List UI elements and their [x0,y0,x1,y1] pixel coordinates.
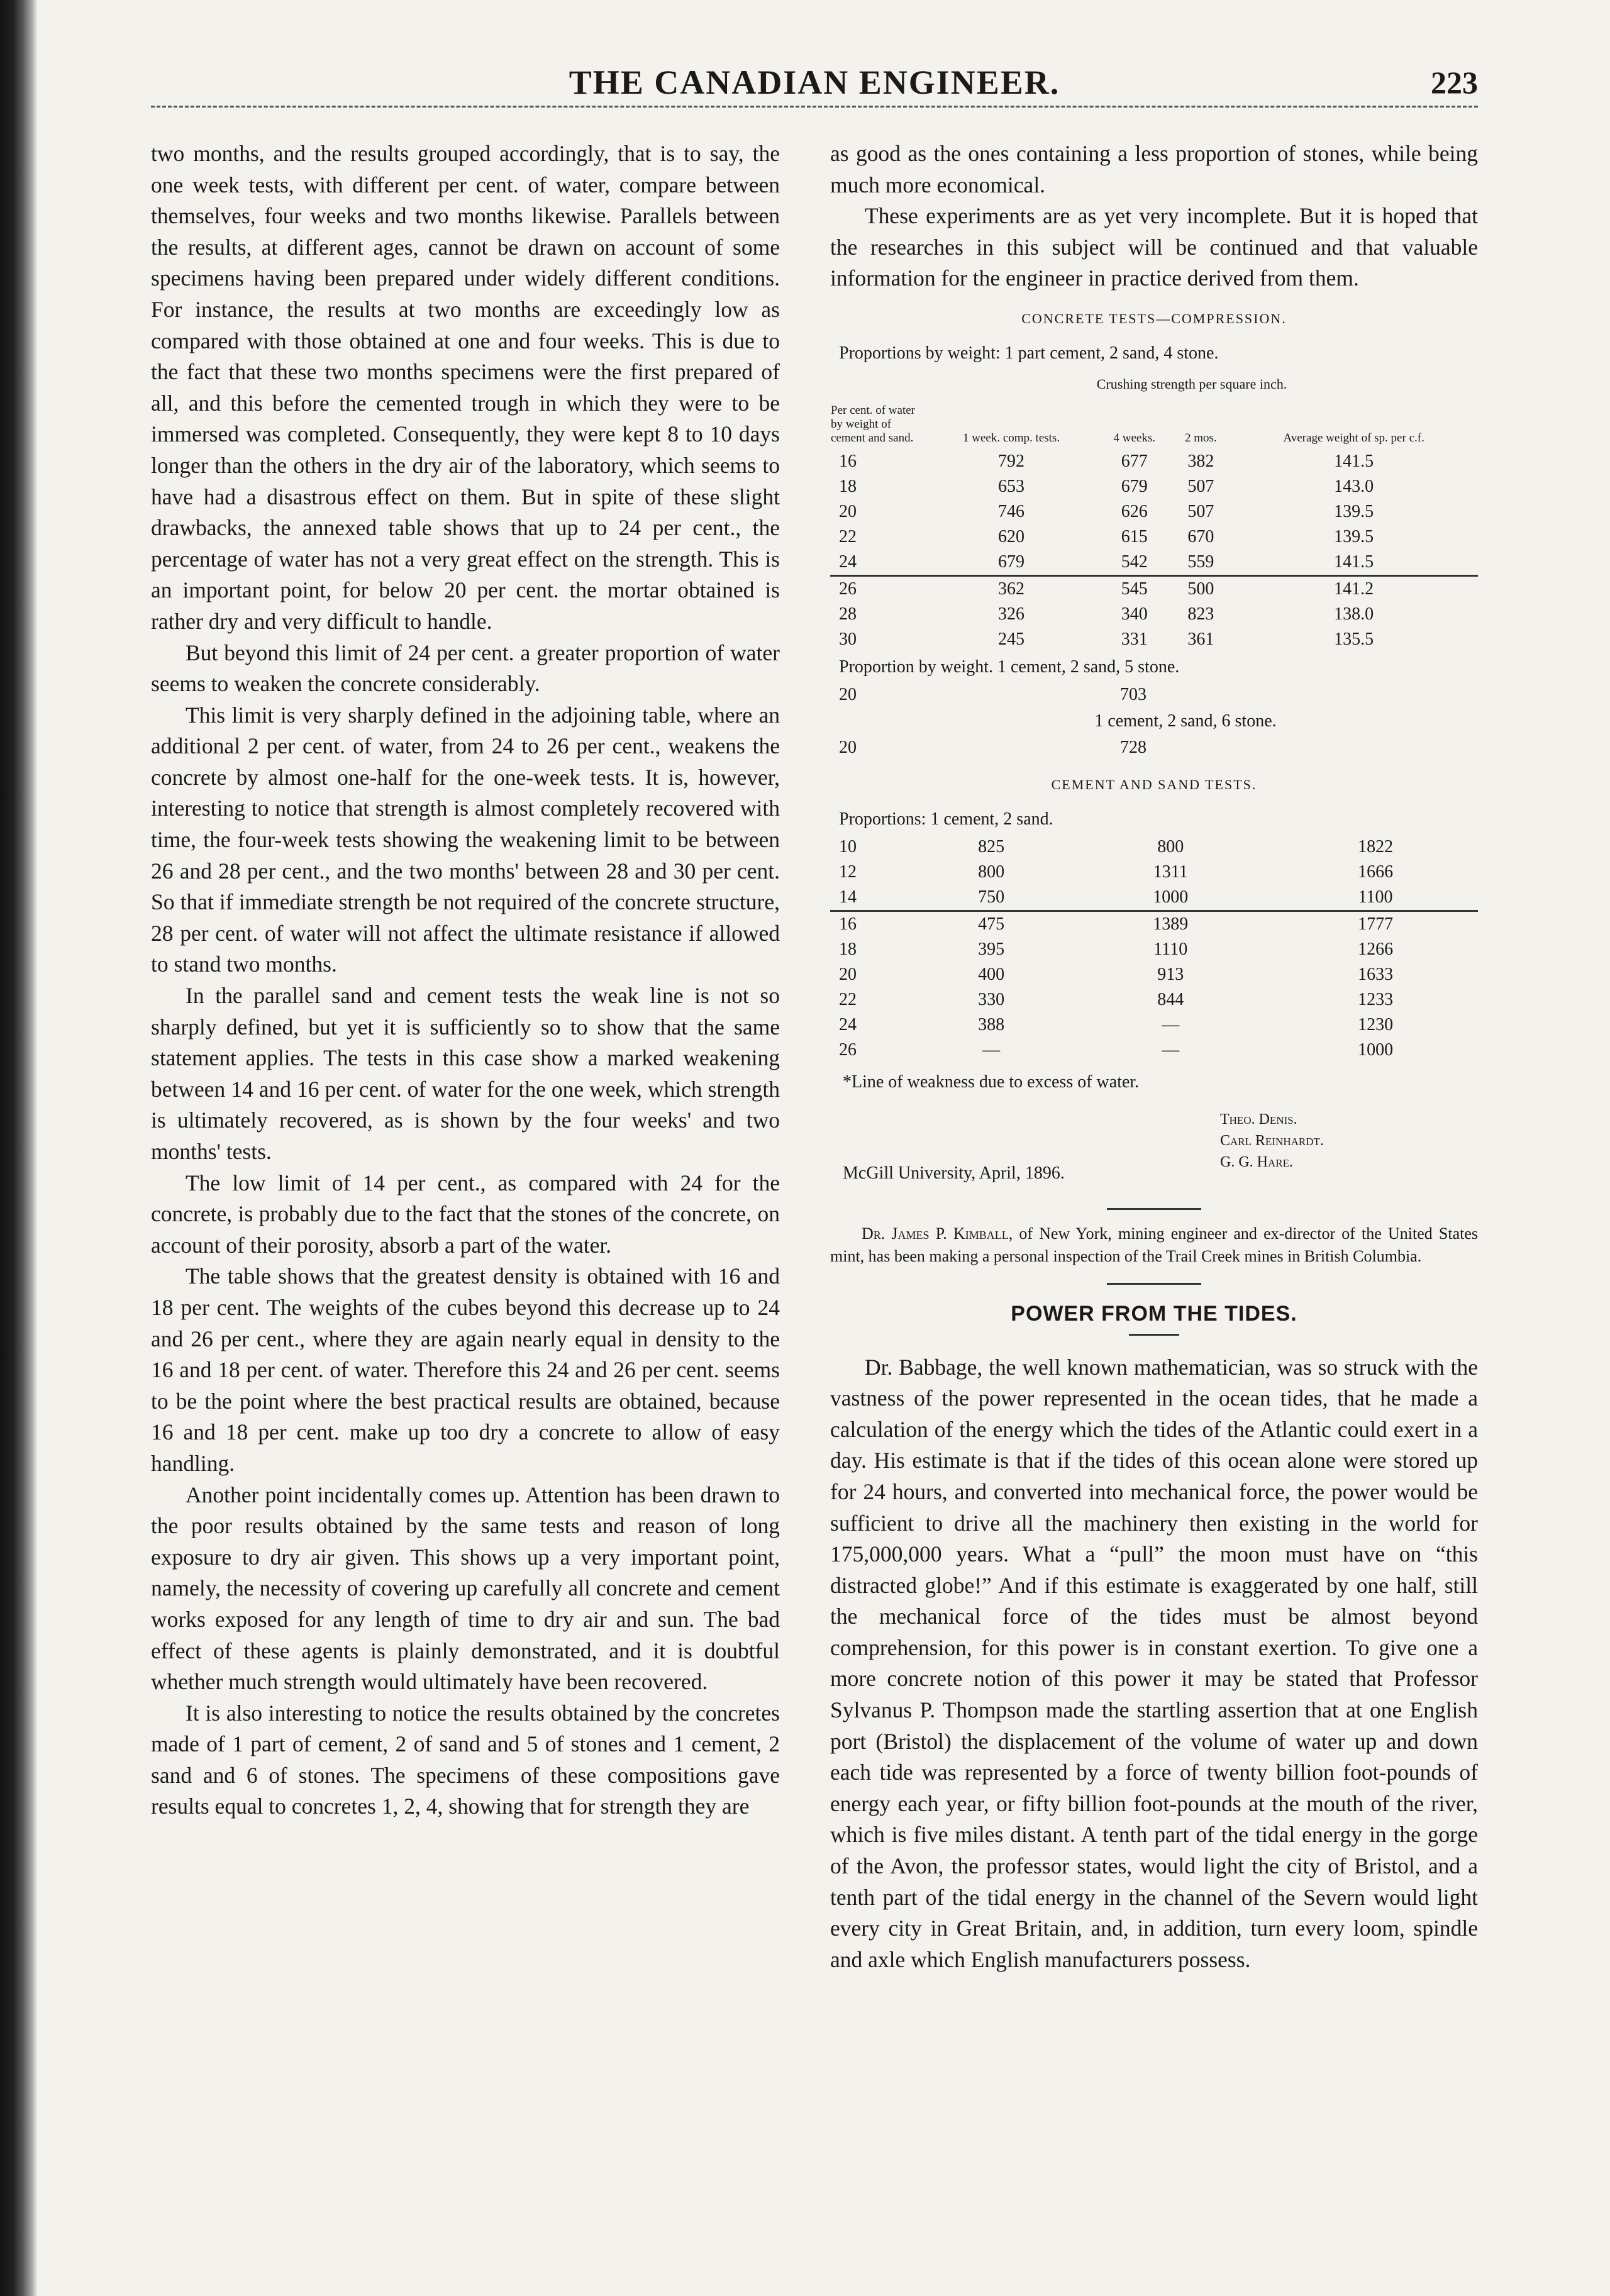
cement-sand-table [830,835,1478,1063]
cell: 728 [1120,738,1146,758]
paragraph: Another point incidentally comes up. Attention has been drawn to the poor results obtained by the same tests and reason of long exposure to dry air given. This shows up a very important point, namely, the necessity of covering up carefully all concrete and cement works exposed for any length of time to dry air and sun. The bad effect of these agents is plainly demonstrated, and it is doubtful whether much strength would ultimately have been recovered. [151,1482,780,1695]
cell: 792 [998,452,1025,472]
cell: 20 [839,502,857,522]
cell: 1633 [1358,964,1394,984]
section-divider [1107,1283,1201,1285]
cell: 1000 [1358,1040,1394,1060]
table-row [830,911,1478,937]
cell: 382 [1187,452,1214,472]
article-title: POWER FROM THE TIDES. [1011,1301,1297,1326]
paragraph: Dr. Babbage, the well known mathematician, was so struck with the vastness of the power represented in the ocean tides, that he made a calculation of the energy which the tides of the Atlantic could exert in a day. His estimate is that if the tides of this ocean alone were stored up for 24 hours, and converted into mechanical force, the power would be sufficient to drive all the machinery then existing in the world for 175,000,000 years. What a “pull” the moon must have on “this distracted globe!” And if this estimate is exaggerated by one half, still the mechanical force of the tides must be almost beyond comprehension, for this power is in constant exertion. To give one a more concrete notion of this power it may be stated that Professor Sylvanus P. Thompson made the startling assertion that at one English port (Bristol) the displacement of the volume of water up and down each tide was represented by a force of twenty billion foot-pounds of energy each year, or fifty billion foot-pounds at the mouth of the river, which is five miles distant. A tenth part of the tidal energy in the gorge of the Avon, the professor states, would light the city of Bristol, and a tenth part of the tidal energy in the channel of the Severn would light every city in Great Britain, and, in addition, turn every loom, spindle and axle which English manufacturers possess. [830,1354,1478,1972]
cell: 1110 [1153,939,1188,959]
paragraph: as good as the ones containing a less proportion of stones, while being much more economical. [830,141,1478,197]
cell: 331 [1121,629,1148,650]
cell: 1100 [1358,887,1393,907]
cell: 141.5 [1334,552,1374,572]
cell: 844 [1157,989,1184,1009]
cell: 507 [1187,477,1214,497]
cell: 823 [1187,604,1214,624]
left-column [151,138,780,1822]
title-underline [1129,1334,1179,1336]
signer-name: Carl Reinhardt. [1220,1133,1324,1150]
sand-table-caption: CEMENT AND SAND TESTS. [1051,777,1257,793]
cell: 670 [1187,527,1214,547]
cell: 12 [839,862,857,882]
extra-result-row [830,682,1478,707]
cell: 22 [839,989,857,1009]
cell: — [1162,1040,1180,1060]
cell: 825 [978,836,1005,857]
cell: 388 [978,1014,1005,1034]
cell: 361 [1187,629,1214,650]
table-row [830,885,1478,911]
concrete-table-proportions: Proportions by weight: 1 part cement, 2 sand, 4 stone. [839,343,1219,363]
concrete-tests-table [830,403,1478,652]
column-header: 2 mos. [1185,431,1217,445]
cell: 26 [839,1040,857,1060]
cell: 703 [1120,685,1146,705]
cell: 340 [1121,604,1148,624]
cell: 1777 [1273,911,1478,937]
cell: 500 [1172,576,1230,602]
table-row [830,524,1478,550]
table-row [830,602,1478,627]
cell: 559 [1187,552,1214,572]
cell: 1389 [1068,911,1273,937]
cell: 1230 [1358,1014,1394,1034]
cell: 913 [1157,964,1184,984]
news-note-text: of New York, mining engineer and ex-director of the United States mint, has been making a personal inspection of the Trail Creek mines in British Columbia. [830,1224,1478,1265]
cell: 10 [839,836,857,857]
sand-table-proportions: Proportions: 1 cement, 2 sand. [839,809,1053,829]
table-row [830,987,1478,1012]
table-row [830,576,1478,602]
cell: 16 [830,911,914,937]
cell: 800 [1157,836,1184,857]
cell: 653 [998,477,1025,497]
table-row [830,1012,1478,1038]
cell: 24 [839,1014,857,1034]
column-header: Per cent. of water by weight of cement and sand. [831,404,915,445]
journal-title: THE CANADIAN ENGINEER. [569,64,1060,101]
cell: 326 [998,604,1025,624]
extra-proportion-label: 1 cement, 2 sand, 6 stone. [1094,711,1277,731]
table-row [830,550,1478,576]
cell: 1822 [1358,836,1394,857]
cell: 679 [1121,477,1148,497]
table-row [830,835,1478,860]
paragraph: These experiments are as yet very incomplete. But it is hoped that the researches in this subject will be continued and that valuable information for the engineer in practice derived from them. [830,203,1478,291]
cell: 800 [978,862,1005,882]
page-header [151,25,1478,101]
extra-proportion-label: Proportion by weight. 1 cement, 2 sand, 5 stone. [839,657,1180,677]
cell: 24 [839,552,857,572]
table-row [830,449,1478,474]
cell: 750 [978,887,1005,907]
cell: 545 [1097,576,1172,602]
cell: 542 [1121,552,1148,572]
concrete-table-caption: CONCRETE TESTS—COMPRESSION. [1021,310,1287,326]
table-row [830,937,1478,962]
cell: 1000 [1153,887,1189,907]
cell: 14 [839,887,857,907]
paragraph: But beyond this limit of 24 per cent. a greater proportion of water seems to weaken the concrete considerably. [151,640,780,697]
place-and-date: McGill University, April, 1896. [843,1163,1065,1184]
cell: 139.5 [1334,502,1374,522]
cell: 626 [1121,502,1148,522]
cell: 143.0 [1334,477,1374,497]
cell: 620 [998,527,1025,547]
cell: 245 [998,629,1025,650]
cell: 135.5 [1334,629,1374,650]
cell: 400 [978,964,1005,984]
column-header: 4 weeks. [1113,431,1155,445]
cell: 679 [998,552,1025,572]
cell: — [1162,1014,1180,1034]
paragraph: This limit is very sharply defined in the adjoining table, where an additional 2 per cent. of water, from 24 to 26 per cent., weakens the concrete by almost one-half for the one-week tests. It is, however, interesting to notice that strength is almost completely recovered with time, the four-week tests showing the weakening limit to be between 26 and 28 per cent., and the two months' between 28 and 30 per cent. So that if immediate strength be not required of the concrete structure, 28 per cent. of water will not affect the ultimate resistance if allowed to stand two months. [151,702,780,977]
cell: 475 [914,911,1068,937]
page [151,25,1478,1972]
cell: 20 [839,685,857,705]
table-row [830,860,1478,885]
paragraph: It is also interesting to notice the results obtained by the concretes made of 1 part of cement, 2 of sand and 5 of stones and 1 cement, 2 sand and 6 of stones. The specimens of these compositions gave results equal to concretes 1, 2, 4, showing that for strength they are [151,1700,780,1819]
paragraph: The low limit of 14 per cent., as compared with 24 for the concrete, is probably due to the fact that the stones of the concrete, on account of their porosity, absorb a part of the water. [151,1170,780,1258]
cell: 330 [978,989,1005,1009]
cell: 362 [926,576,1097,602]
cell: 507 [1187,502,1214,522]
cell: 20 [839,964,857,984]
cell: 1311 [1153,862,1188,882]
cell: 20 [839,738,857,758]
signer-name: G. G. Hare. [1220,1154,1293,1171]
extra-result-row [830,735,1478,760]
column-header: Average weight of sp. per c.f. [1283,431,1424,445]
news-note [830,1223,1478,1268]
cell: 1266 [1358,939,1394,959]
table-row [830,499,1478,524]
cell: 746 [998,502,1025,522]
signer-name: Theo. Denis. [1220,1111,1297,1128]
cell: 30 [839,629,857,650]
crushing-strength-label: Crushing strength per square inch. [1096,375,1287,392]
cell: 22 [839,527,857,547]
cell: 677 [1121,452,1148,472]
table-row [830,474,1478,499]
cell: 141.2 [1230,576,1478,602]
page-binding-edge [0,0,38,2296]
news-note-name: Dr. James P. Kimball, [862,1224,1013,1243]
cell: 138.0 [1334,604,1374,624]
cell: 18 [839,477,857,497]
cell: 26 [830,576,926,602]
table-row [830,962,1478,987]
right-column [830,138,1478,1975]
header-rule [151,106,1478,108]
table-footnote: *Line of weakness due to excess of water. [843,1072,1140,1092]
cell: 28 [839,604,857,624]
cell: 16 [839,452,857,472]
paragraph: The table shows that the greatest density is obtained with 16 and 18 per cent. The weights of the cubes beyond this decrease up to 24 and 26 per cent., where they are again nearly equal in density to the 16 and 18 per cent. of water. Therefore this 24 and 26 per cent. seems to be the point where the best practical results are obtained, because 16 and 18 per cent. make up too dry a concrete to allow of easy handling. [151,1263,780,1476]
section-divider [1107,1208,1201,1210]
cell: 1666 [1358,862,1394,882]
cell: 141.5 [1334,452,1374,472]
cell: 139.5 [1334,527,1374,547]
table-row [830,627,1478,652]
paragraph: In the parallel sand and cement tests the weak line is not so sharply defined, but yet it is sufficiently so to show that the same statement applies. The tests in this case show a marked weakening between 14 and 16 per cent. of water for the one week, which strength is ultimately recovered, as is shown by the four weeks' and two months' tests. [151,983,780,1164]
cell: 615 [1121,527,1148,547]
cell: 18 [839,939,857,959]
column-header: 1 week. comp. tests. [963,431,1060,445]
page-number: 223 [1431,65,1478,100]
table-row [830,1038,1478,1063]
cell: 1233 [1358,989,1394,1009]
cell: 395 [978,939,1005,959]
cell: — [982,1040,1001,1060]
paragraph: two months, and the results grouped accordingly, that is to say, the one week tests, with different per cent. of water, compare between themselves, four weeks and two months likewise. Parallels between the results, at different ages, cannot be drawn on account of some specimens having been prepared under widely different conditions. For instance, the results at two months are exceedingly low as compared with those obtained at one and four weeks. This is due to the fact that these two months specimens were the first prepared of all, and this before the cemented trough in which they were to be immersed was completed. Consequently, they were kept 8 to 10 days longer than the others in the dry air of the laboratory, which seems to have had a disastrous effect on them. But in spite of these slight drawbacks, the annexed table shows that up to 24 per cent., the percentage of water has not a very great effect on the strength. This is an important point, for below 20 per cent. the mortar obtained is rather dry and very difficult to handle. [151,141,780,634]
